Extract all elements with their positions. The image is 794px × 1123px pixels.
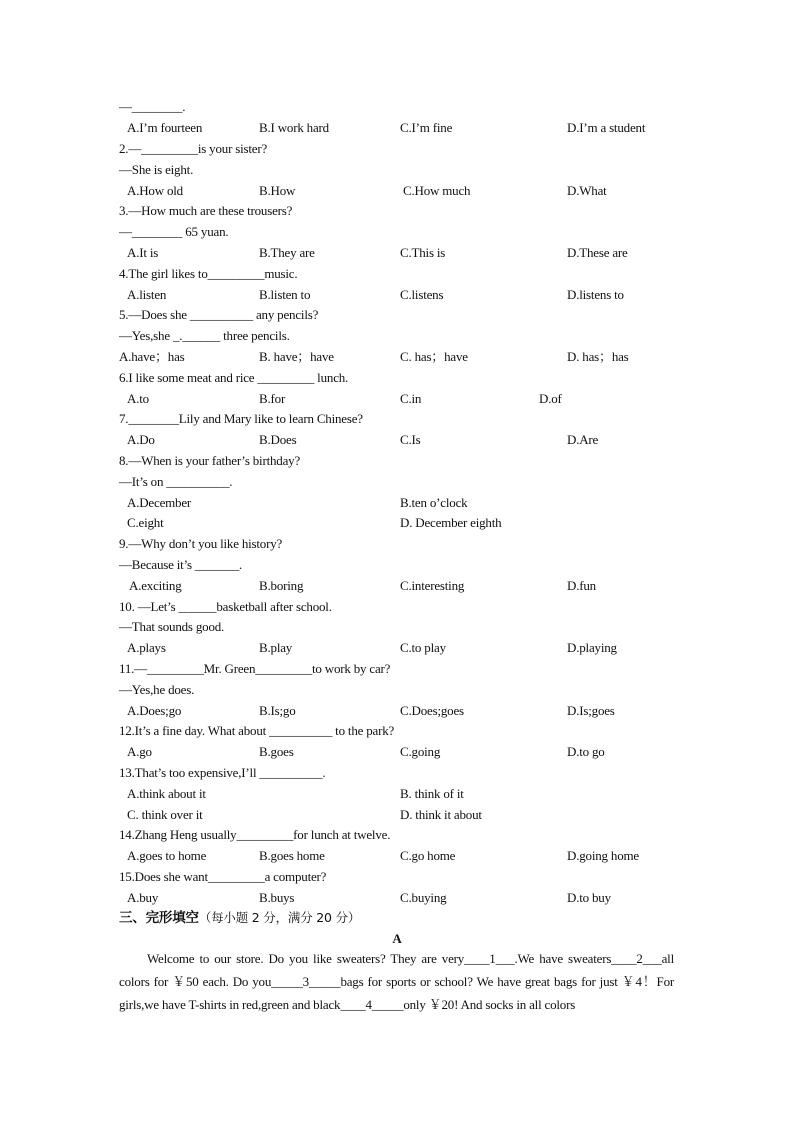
q6-option-c[interactable]: C.in	[400, 391, 422, 406]
q6-option-b[interactable]: B.for	[259, 391, 286, 406]
passage-text: Welcome to our store. Do you like sweaters? They are very____1___.We have sweaters____2___all colors for ￥50 each. Do you_____3_____bags for sports or school? We have great bags for just ￥4！For girls,we have T-shirts in red,green and black____4_____only ￥20! And socks in all colors	[119, 951, 674, 1012]
q6-options	[119, 390, 684, 408]
q11-option-c[interactable]: C.Does;goes	[400, 703, 464, 718]
q12-option-d[interactable]: D.to go	[567, 744, 605, 759]
q4-option-c[interactable]: C.listens	[400, 287, 444, 302]
q12-option-c[interactable]: C.going	[400, 744, 441, 759]
q11-option-a[interactable]: A.Does;go	[127, 703, 182, 718]
section-heading	[119, 909, 360, 927]
q5-option-d[interactable]: D. has；has	[567, 349, 629, 364]
q14-option-c[interactable]: C.go home	[400, 848, 456, 863]
q1-options	[119, 119, 684, 137]
q7-stem: 7.________Lily and Mary like to learn Chinese?	[119, 411, 363, 426]
q8-stem: 8.—When is your father’s birthday?	[119, 453, 301, 468]
q12-options	[119, 743, 684, 761]
q1-option-a[interactable]: A.I’m fourteen	[127, 120, 203, 135]
q14-options	[119, 847, 684, 865]
q8-option-b[interactable]: B.ten o’clock	[400, 495, 468, 510]
q9-option-c[interactable]: C.interesting	[400, 578, 465, 593]
q7-option-d[interactable]: D.Are	[567, 432, 599, 447]
q9-stem: 9.—Why don’t you like history?	[119, 536, 283, 551]
q4-stem: 4.The girl likes to_________music.	[119, 266, 298, 281]
passage-label: A	[392, 931, 402, 946]
q2-option-a[interactable]: A.How old	[127, 183, 183, 198]
q10-stem: 10. —Let’s ______basketball after school.	[119, 599, 332, 614]
q9-option-d[interactable]: D.fun	[567, 578, 596, 593]
q1-option-c[interactable]: C.I’m fine	[400, 120, 453, 135]
q8-option-a[interactable]: A.December	[127, 495, 192, 510]
section-subtitle: （每小题 2 分，满分 20 分）	[198, 910, 361, 925]
q2-options	[119, 182, 684, 200]
q2-reply: —She is eight.	[119, 162, 194, 177]
q9-option-a[interactable]: A.exciting	[129, 578, 182, 593]
q10-option-b[interactable]: B.play	[259, 640, 293, 655]
q13-options-row2	[119, 806, 684, 824]
q3-option-a[interactable]: A.It is	[127, 245, 159, 260]
q3-option-d[interactable]: D.These are	[567, 245, 628, 260]
q14-option-d[interactable]: D.going home	[567, 848, 639, 863]
q5-options	[119, 348, 684, 366]
section-title: 三、完形填空	[119, 910, 199, 926]
q1-option-d[interactable]: D.I’m a student	[567, 120, 646, 135]
q1-option-b[interactable]: B.I work hard	[259, 120, 329, 135]
q10-reply: —That sounds good.	[119, 619, 225, 634]
q11-reply: —Yes,he does.	[119, 682, 195, 697]
q13-option-a[interactable]: A.think about it	[127, 786, 206, 801]
q7-options	[119, 431, 684, 449]
q12-option-b[interactable]: B.goes	[259, 744, 294, 759]
q13-option-d[interactable]: D. think it about	[400, 807, 482, 822]
q1-stem: —________.	[119, 99, 186, 114]
q5-option-b[interactable]: B. have；have	[259, 349, 334, 364]
q5-reply: —Yes,she _.______ three pencils.	[119, 328, 290, 343]
q15-option-c[interactable]: C.buying	[400, 890, 447, 905]
q11-stem: 11.—_________Mr. Green_________to work by car?	[119, 661, 391, 676]
q13-stem: 13.That’s too expensive,I’ll __________.	[119, 765, 326, 780]
q7-option-b[interactable]: B.Does	[259, 432, 297, 447]
q3-option-b[interactable]: B.They are	[259, 245, 315, 260]
q10-options	[119, 639, 684, 657]
q11-option-b[interactable]: B.Is;go	[259, 703, 296, 718]
q13-option-b[interactable]: B. think of it	[400, 786, 464, 801]
q5-stem: 5.—Does she __________ any pencils?	[119, 307, 319, 322]
q8-options-row2	[119, 514, 684, 532]
q12-option-a[interactable]: A.go	[127, 744, 152, 759]
q15-options	[119, 889, 684, 907]
q14-option-b[interactable]: B.goes home	[259, 848, 325, 863]
q5-option-c[interactable]: C. has；have	[400, 349, 468, 364]
q4-option-d[interactable]: D.listens to	[567, 287, 624, 302]
q14-stem: 14.Zhang Heng usually_________for lunch at twelve.	[119, 827, 391, 842]
q11-options	[119, 702, 684, 720]
q4-option-a[interactable]: A.listen	[127, 287, 167, 302]
q5-option-a[interactable]: A.have；has	[119, 349, 185, 364]
q15-option-a[interactable]: A.buy	[127, 890, 159, 905]
q8-option-d[interactable]: D. December eighth	[400, 515, 502, 530]
q9-option-b[interactable]: B.boring	[259, 578, 304, 593]
q2-stem: 2.—_________is your sister?	[119, 141, 268, 156]
q4-options	[119, 286, 684, 304]
q15-option-d[interactable]: D.to buy	[567, 890, 611, 905]
q13-options-row1	[119, 785, 684, 803]
q8-options-row1	[119, 494, 684, 512]
q8-option-c[interactable]: C.eight	[127, 515, 164, 530]
q10-option-c[interactable]: C.to play	[400, 640, 446, 655]
q7-option-c[interactable]: C.Is	[400, 432, 421, 447]
q10-option-d[interactable]: D.playing	[567, 640, 617, 655]
q3-stem: 3.—How much are these trousers?	[119, 203, 293, 218]
q13-option-c[interactable]: C. think over it	[127, 807, 203, 822]
q6-option-a[interactable]: A.to	[127, 391, 149, 406]
q9-reply: —Because it’s _______.	[119, 557, 243, 572]
q2-option-d[interactable]: D.What	[567, 183, 607, 198]
q2-option-b[interactable]: B.How	[259, 183, 296, 198]
q6-stem: 6.I like some meat and rice _________ lunch.	[119, 370, 349, 385]
q2-option-c[interactable]: C.How much	[403, 183, 471, 198]
q6-option-d[interactable]: D.of	[539, 391, 562, 406]
q10-option-a[interactable]: A.plays	[127, 640, 166, 655]
q3-option-c[interactable]: C.This is	[400, 245, 446, 260]
q15-stem: 15.Does she want_________a computer?	[119, 869, 327, 884]
q8-reply: —It’s on __________.	[119, 474, 233, 489]
q11-option-d[interactable]: D.Is;goes	[567, 703, 615, 718]
q15-option-b[interactable]: B.buys	[259, 890, 295, 905]
q14-option-a[interactable]: A.goes to home	[127, 848, 207, 863]
q3-reply: —________ 65 yuan.	[119, 224, 229, 239]
q12-stem: 12.It’s a fine day. What about __________ to the park?	[119, 723, 395, 738]
q3-options	[119, 244, 684, 262]
q7-option-a[interactable]: A.Do	[127, 432, 155, 447]
q9-options	[119, 577, 684, 595]
q4-option-b[interactable]: B.listen to	[259, 287, 311, 302]
